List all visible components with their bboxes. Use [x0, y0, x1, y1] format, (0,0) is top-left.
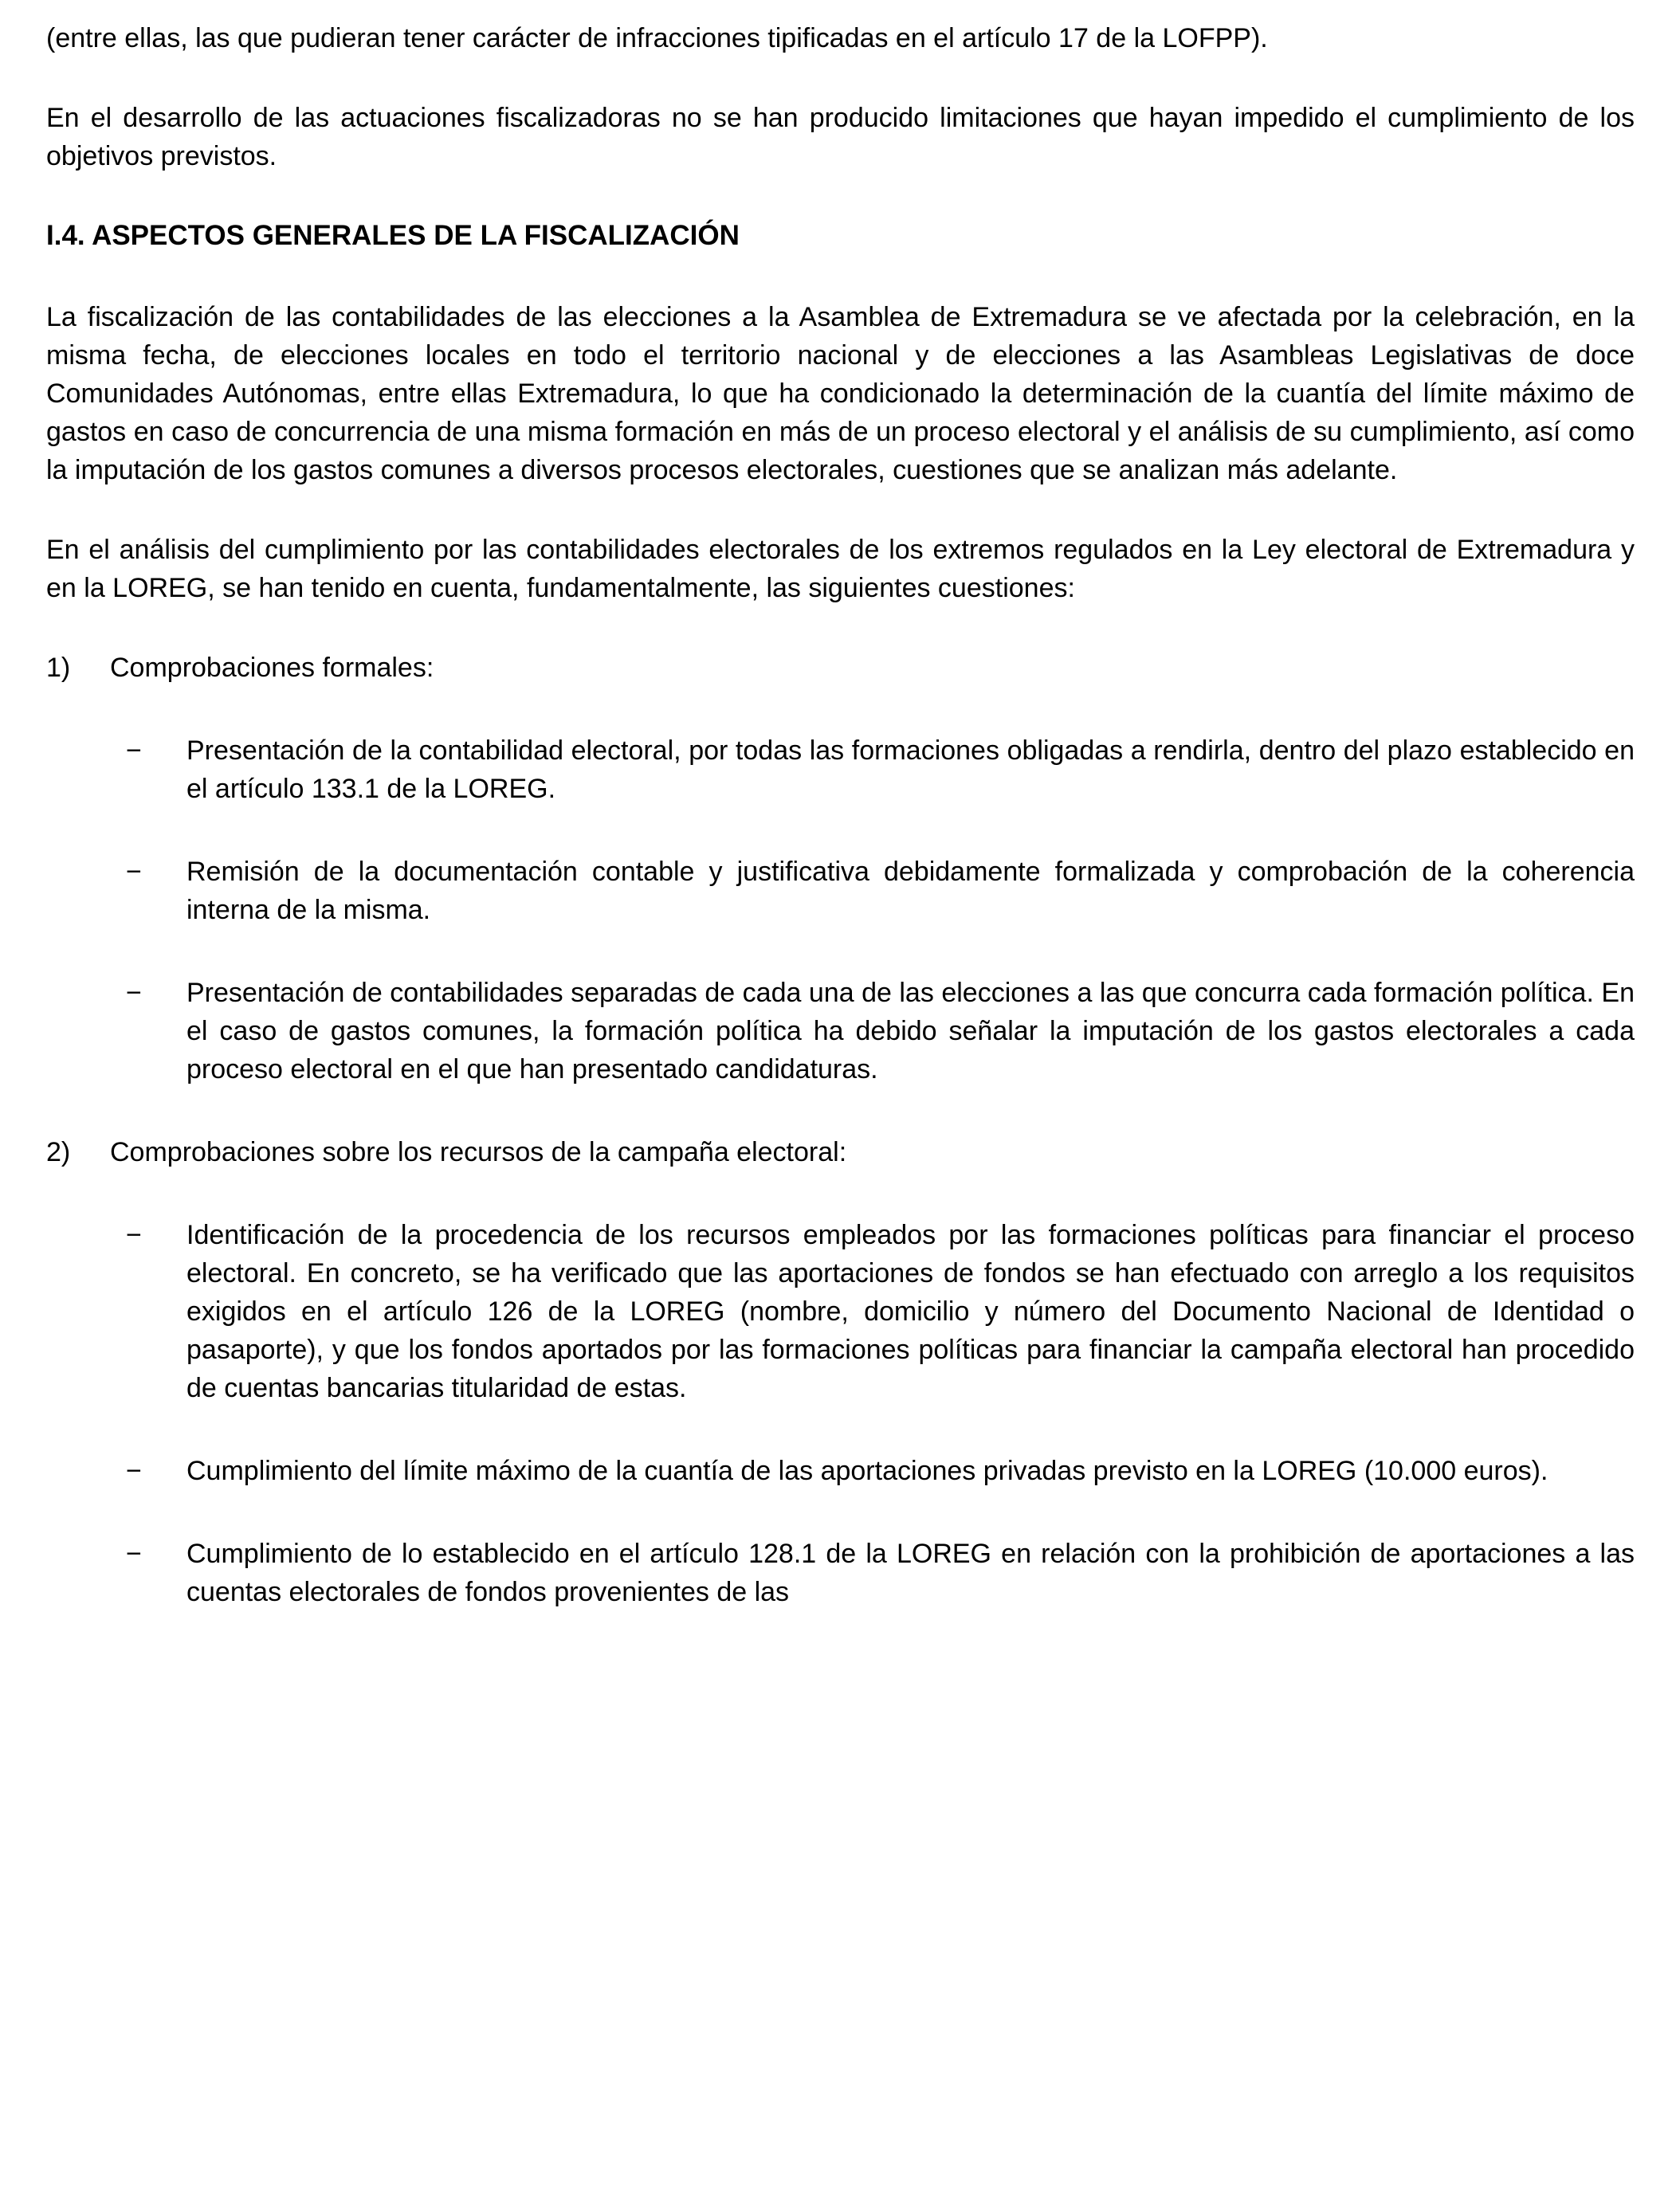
dash-bullet-marker: −	[126, 857, 142, 887]
list-item-text: Presentación de la contabilidad electoral, por todas las formaciones obligadas a rendirla, dentro del plazo establecido en el artículo 133.1 de la LOREG.	[186, 735, 1635, 804]
paragraph-analisis: En el análisis del cumplimiento por las contabilidades electorales de los extremos regulados en la Ley electoral de Extremadura y en la LOREG, se han tenido en cuenta, fundamentalmente, las siguientes cuestiones:	[46, 535, 1635, 603]
list-item-text: Identificación de la procedencia de los recursos empleados por las formaciones políticas para financiar el proceso electoral. En concreto, se ha verificado que las aportaciones de fondos se han efectuado con arreglo a los requisitos exigidos en el artículo 126 de la LOREG (nombre, domicilio y número del Documento Nacional de Identidad o pasaporte), y que los fondos aportados por las formaciones políticas para financiar la campaña electoral han procedido de cuentas bancarias titularidad de estas.	[186, 1220, 1635, 1403]
list-item	[126, 1452, 1635, 1490]
paragraph-limitaciones: En el desarrollo de las actuaciones fiscalizadoras no se han producido limitaciones que hayan impedido el cumplimiento de los objetivos previstos.	[46, 103, 1635, 171]
numbered-item-1	[46, 649, 1635, 687]
list-item	[126, 1535, 1635, 1611]
dash-bullet-marker: −	[126, 1220, 142, 1250]
section-heading-i4: I.4. ASPECTOS GENERALES DE LA FISCALIZACIÓN	[46, 220, 740, 251]
item-number: 2)	[46, 1137, 71, 1167]
dash-bullet-marker: −	[126, 978, 142, 1008]
dash-bullet-marker: −	[126, 1539, 142, 1569]
list-item	[126, 853, 1635, 929]
dash-bullet-marker: −	[126, 1456, 142, 1486]
list-item	[126, 974, 1635, 1088]
item-number: 1)	[46, 653, 71, 683]
list-item-text: Presentación de contabilidades separadas de cada una de las elecciones a las que concurra cada formación política. En el caso de gastos comunes, la formación política ha debido señalar la imputación de los gastos electorales a cada proceso electoral en el que han presentado candidaturas.	[186, 978, 1635, 1084]
list-item-text: Remisión de la documentación contable y justificativa debidamente formalizada y comprobación de la coherencia interna de la misma.	[186, 857, 1635, 925]
list-item	[126, 1216, 1635, 1407]
list-item-text: Cumplimiento del límite máximo de la cuantía de las aportaciones privadas previsto en la LOREG (10.000 euros).	[186, 1456, 1548, 1486]
item-label: Comprobaciones formales:	[110, 653, 434, 683]
item-label: Comprobaciones sobre los recursos de la campaña electoral:	[110, 1137, 847, 1167]
paragraph-fiscalizacion: La fiscalización de las contabilidades de las elecciones a la Asamblea de Extremadura se ve afectada por la celebración, en la misma fecha, de elecciones locales en todo el territorio nacional y de elecciones a las Asambleas Legislativas de doce Comunidades Autónomas, entre ellas Extremadura, lo que ha condicionado la determinación de la cuantía del límite máximo de gastos en caso de concurrencia de una misma formación en más de un proceso electoral y el análisis de su cumplimiento, así como la imputación de los gastos comunes a diversos procesos electorales, cuestiones que se analizan más adelante.	[46, 302, 1635, 485]
numbered-item-2	[46, 1133, 1635, 1171]
list-item-text: Cumplimiento de lo establecido en el artículo 128.1 de la LOREG en relación con la prohibición de aportaciones a las cuentas electorales de fondos provenientes de las	[186, 1539, 1635, 1607]
paragraph-lofpp: (entre ellas, las que pudieran tener carácter de infracciones tipificadas en el artículo 17 de la LOFPP).	[46, 23, 1268, 53]
dash-bullet-marker: −	[126, 735, 142, 766]
list-item	[126, 731, 1635, 808]
